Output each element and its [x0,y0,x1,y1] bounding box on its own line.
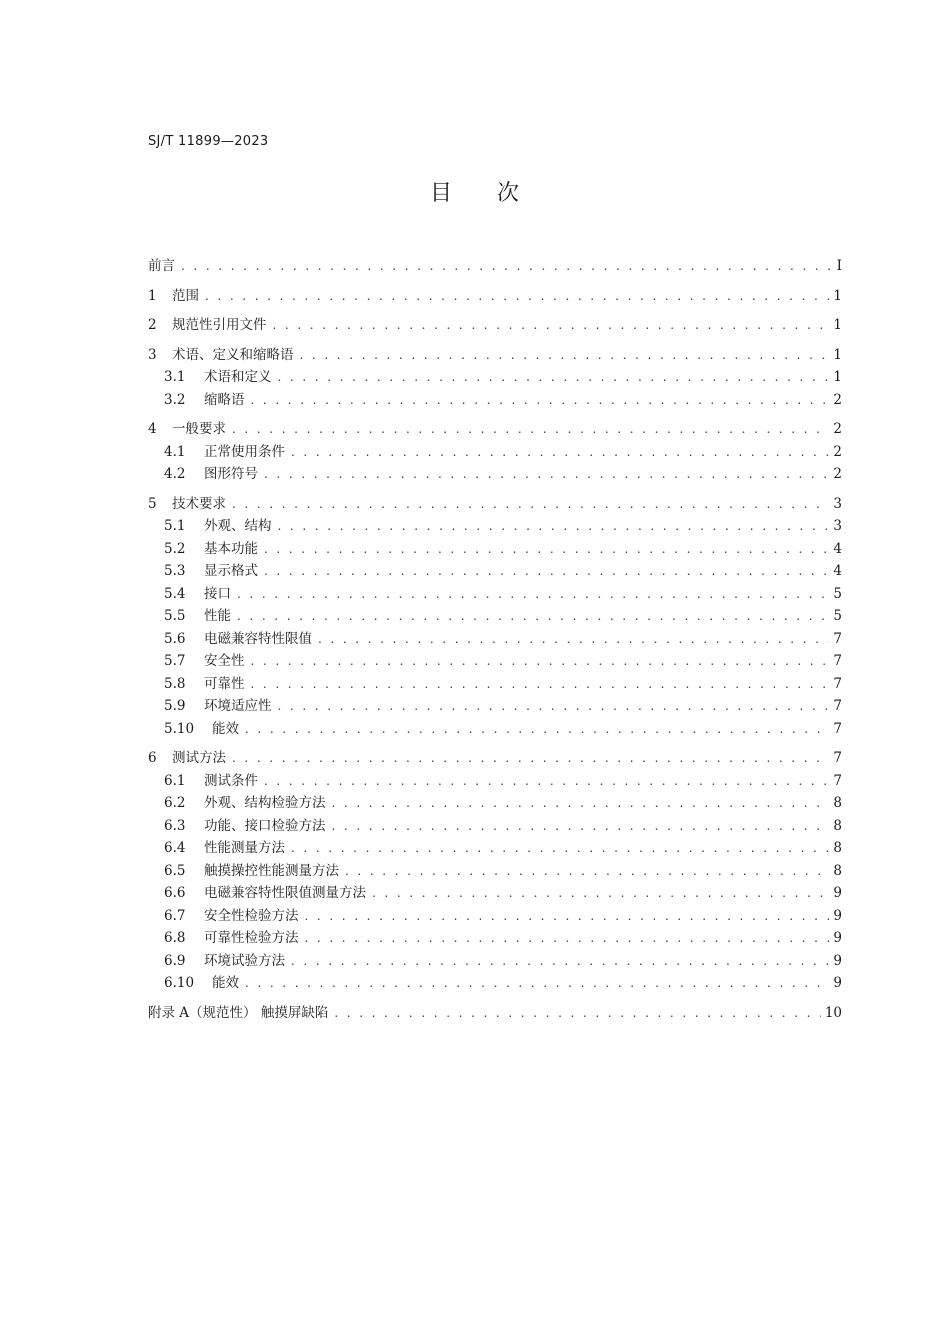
toc-leader-dots [334,1002,820,1025]
toc-page-number: 2 [833,443,842,460]
toc-number: 5.2 [164,540,186,557]
toc-leader-dots [264,560,829,583]
toc-number: 5.4 [164,585,186,602]
toc-number: 4 [148,421,157,437]
toc-entry-5-5[interactable] [148,605,842,628]
toc-number: 6.9 [164,952,186,969]
toc-entry-5-7[interactable] [148,650,842,673]
toc-label: 能效 [212,720,239,737]
toc-label: 外观、结构检验方法 [204,795,326,811]
toc-leader-dots [300,344,830,367]
toc-entry-6-4[interactable] [148,837,842,860]
toc-leader-dots [237,605,829,628]
toc-entry-5-4[interactable] [148,583,842,606]
toc-entry-3-2[interactable] [148,389,842,412]
toc-entry-4-2[interactable] [148,463,842,486]
toc-page-number: 1 [833,346,842,363]
toc-label: 电磁兼容特性限值 [204,630,312,647]
title-char-2: 次 [497,181,521,206]
toc-label: 环境适应性 [204,698,272,714]
toc-number: 4.1 [164,443,186,460]
toc-entry-5-10[interactable] [148,718,842,741]
toc-label: 范围 [172,287,199,304]
toc-entry-4[interactable] [148,418,842,441]
toc-leader-dots [232,493,829,516]
toc-leader-dots [372,882,829,905]
toc-label: 功能、接口检验方法 [204,817,326,834]
toc-label: 能效 [212,975,239,991]
toc-number: 6.1 [164,772,186,789]
toc-label: 可靠性 [204,675,245,692]
toc-page-number: 2 [833,421,842,437]
toc-number: 6.6 [164,885,186,901]
toc-entry-5-9[interactable] [148,695,842,718]
toc-leader-dots [251,673,830,696]
toc-leader-dots [251,650,830,673]
toc-leader-dots [264,770,829,793]
toc-entry-6-1[interactable] [148,770,842,793]
toc-page-number: 2 [833,466,842,482]
toc-number: 6.3 [164,817,186,834]
toc-leader-dots [245,972,829,995]
page-title [0,176,950,207]
toc-page-number: 8 [833,862,842,879]
toc-label: 性能测量方法 [204,840,285,856]
toc-label: 术语、定义和缩略语 [172,346,294,363]
title-char-1: 目 [429,181,453,206]
toc-label: 基本功能 [204,540,258,557]
toc-page-number: 4 [833,563,842,579]
toc-label: 规范性引用文件 [172,317,267,333]
toc-leader-dots [318,628,829,651]
toc-page-number: 8 [833,817,842,834]
toc-entry-6-3[interactable] [148,815,842,838]
toc-leader-dots [251,389,830,412]
toc-number: 6.4 [164,840,186,856]
toc-number: 5.10 [164,720,195,737]
toc-entry-6-5[interactable] [148,860,842,883]
toc-label: 测试条件 [204,772,258,789]
toc-leader-dots [232,418,829,441]
toc-number: 3.2 [164,391,186,408]
toc-leader-dots [291,441,829,464]
toc-page-number: I [836,258,842,274]
toc-leader-dots [181,255,830,278]
toc-label: 前言 [148,258,175,274]
toc-leader-dots [332,815,830,838]
toc-entry-6[interactable] [148,747,842,770]
toc-page-number: 1 [833,287,842,304]
toc-label: 性能 [204,608,231,624]
toc-label: 图形符号 [204,466,258,482]
toc-leader-dots [205,285,829,308]
toc-leader-dots [278,515,830,538]
document-id: SJ/T 11899—2023 [148,134,269,149]
toc-number: 6.8 [164,930,186,946]
toc-leader-dots [237,583,829,606]
toc-number: 6.10 [164,975,195,991]
toc-entry-2[interactable] [148,314,842,337]
toc-page-number: 3 [833,495,842,512]
toc-number: 5.3 [164,563,186,579]
toc-page-number: 7 [833,750,842,766]
toc-label: 技术要求 [172,495,226,512]
toc-leader-dots [305,905,830,928]
toc-leader-dots [278,366,830,389]
toc-entry-5-2[interactable] [148,538,842,561]
toc-label: 触摸操控性能测量方法 [204,862,339,879]
toc-leader-dots [332,792,830,815]
toc-page-number: 9 [833,952,842,969]
toc-page-number: 9 [833,930,842,946]
toc-number: 3.1 [164,369,186,385]
toc-page-number: 10 [824,1004,842,1021]
toc-page-number: 5 [833,585,842,602]
toc-label: 一般要求 [172,421,226,437]
toc-leader-dots [305,927,830,950]
toc-number: 5.6 [164,630,186,647]
toc-entry-preface[interactable] [148,255,842,278]
toc-entry-5[interactable] [148,493,842,516]
toc-entry-5-8[interactable] [148,673,842,696]
toc-entry-6-7[interactable] [148,905,842,928]
toc-number: 5.9 [164,698,186,714]
toc-page-number: 5 [833,608,842,624]
toc-entry-6-9[interactable] [148,950,842,973]
toc-number: 1 [148,287,157,304]
toc-leader-dots [264,538,829,561]
toc-label: 缩略语 [204,391,245,408]
toc-number: 3 [148,346,157,363]
toc-label: 显示格式 [204,563,258,579]
toc-entry-4-1[interactable] [148,441,842,464]
toc-page-number: 9 [833,975,842,991]
toc-label: 环境试验方法 [204,952,285,969]
toc-number: 5.8 [164,675,186,692]
toc-page-number: 7 [833,653,842,669]
toc-label: 附录 A（规范性） 触摸屏缺陷 [148,1004,329,1021]
toc-leader-dots [278,695,830,718]
toc-number: 5.1 [164,518,186,534]
toc-entry-annex-a[interactable] [148,1002,842,1025]
toc-number: 6.7 [164,907,186,924]
toc-leader-dots [264,463,829,486]
toc-leader-dots [345,860,829,883]
toc-entry-6-10[interactable] [148,972,842,995]
toc-leader-dots [232,747,829,770]
toc-entry-1[interactable] [148,285,842,308]
toc-number: 5 [148,495,157,512]
toc-number: 4.2 [164,466,186,482]
toc-entry-3-1[interactable] [148,366,842,389]
toc-number: 5.7 [164,653,186,669]
toc-page-number: 7 [833,720,842,737]
toc-number: 2 [148,317,157,333]
toc-number: 6.2 [164,795,186,811]
toc-page-number: 7 [833,675,842,692]
toc-page-number: 7 [833,772,842,789]
toc-page-number: 7 [833,630,842,647]
toc-entry-6-8[interactable] [148,927,842,950]
toc-leader-dots [291,950,829,973]
toc-page-number: 9 [833,885,842,901]
toc-entry-6-6[interactable] [148,882,842,905]
toc-number: 5.5 [164,608,186,624]
toc-page-number: 2 [833,391,842,408]
toc-entry-3[interactable] [148,344,842,367]
toc-label: 电磁兼容特性限值测量方法 [204,885,366,901]
toc-leader-dots [245,718,829,741]
toc-page-number: 8 [833,795,842,811]
toc-label: 外观、结构 [204,518,272,534]
toc-page-number: 7 [833,698,842,714]
toc-leader-dots [273,314,830,337]
toc-leader-dots [291,837,829,860]
toc-entry-6-2[interactable] [148,792,842,815]
toc-page-number: 1 [833,317,842,333]
toc-label: 测试方法 [172,750,226,766]
table-of-contents [148,255,842,1024]
toc-page-number: 3 [833,518,842,534]
toc-entry-5-1[interactable] [148,515,842,538]
toc-label: 接口 [204,585,231,602]
toc-entry-5-6[interactable] [148,628,842,651]
toc-label: 正常使用条件 [204,443,285,460]
toc-number: 6.5 [164,862,186,879]
toc-label: 术语和定义 [204,369,272,385]
toc-page-number: 1 [833,369,842,385]
toc-page-number: 9 [833,907,842,924]
toc-label: 安全性 [204,653,245,669]
toc-entry-5-3[interactable] [148,560,842,583]
toc-label: 可靠性检验方法 [204,930,299,946]
toc-page-number: 8 [833,840,842,856]
toc-page-number: 4 [833,540,842,557]
toc-number: 6 [148,750,157,766]
toc-label: 安全性检验方法 [204,907,299,924]
